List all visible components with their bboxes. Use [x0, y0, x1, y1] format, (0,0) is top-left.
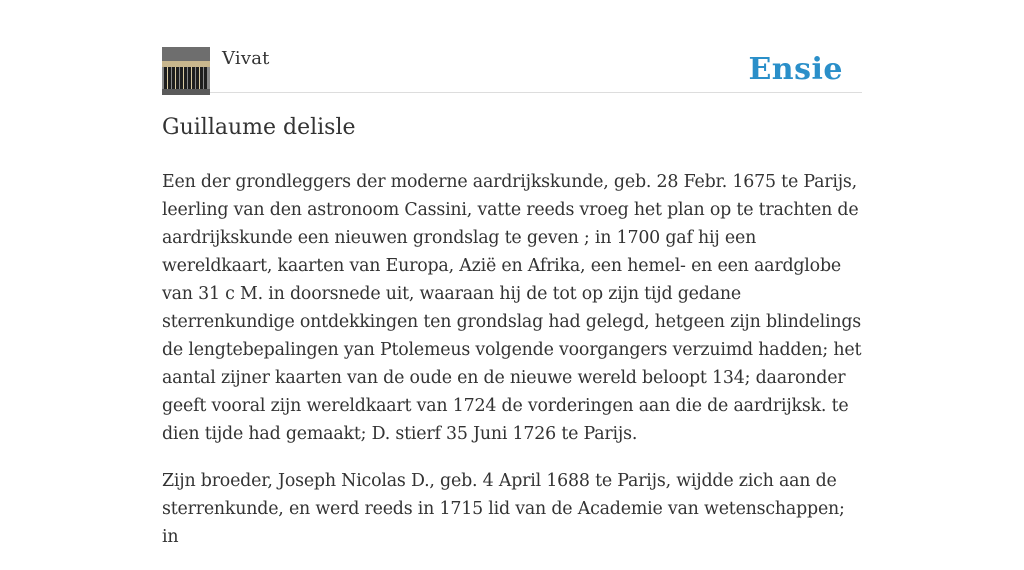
- site-logo[interactable]: Ensie: [748, 52, 843, 87]
- page-title: Guillaume delisle: [162, 115, 356, 140]
- source-avatar[interactable]: [162, 47, 210, 95]
- article-paragraph: Zijn broeder, Joseph Nicolas D., geb. 4 April 1688 te Parijs, wijdde zich aan de sterrenkunde, en werd reeds in 1715 lid van de Academie van wetenschappen; in: [162, 471, 845, 547]
- article-body: [162, 168, 862, 570]
- article-paragraph: Een der grondleggers der moderne aardrijkskunde, geb. 28 Febr. 1675 te Parijs, leerling van den astronoom Cassini, vatte reeds vroeg het plan op te trachten de aardrijkskunde een nieuwen grondslag te geven ; in 1700 gaf hij een wereldkaart, kaarten van Europa, Azië en Afrika, een hemel- en een aardglobe van 31 c M. in doorsnede uit, waaraan hij de tot op zijn tijd gedane sterrenkundige ontdekkingen ten grondslag had gelegd, hetgeen zijn blindelings de lengtebepalingen yan Ptolemeus volgende voorgangers verzuimd hadden; het aantal zijner kaarten van de oude en de nieuwe wereld beloopt 134; daaronder geeft vooral zijn wereldkaart van 1724 de vorderingen aan die de aardrijksk. te dien tijde had gemaakt; D. stierf 35 Juni 1726 te Parijs.: [162, 172, 862, 444]
- books-icon: [162, 47, 210, 95]
- site-header: [162, 46, 862, 93]
- source-name[interactable]: Vivat: [222, 48, 270, 69]
